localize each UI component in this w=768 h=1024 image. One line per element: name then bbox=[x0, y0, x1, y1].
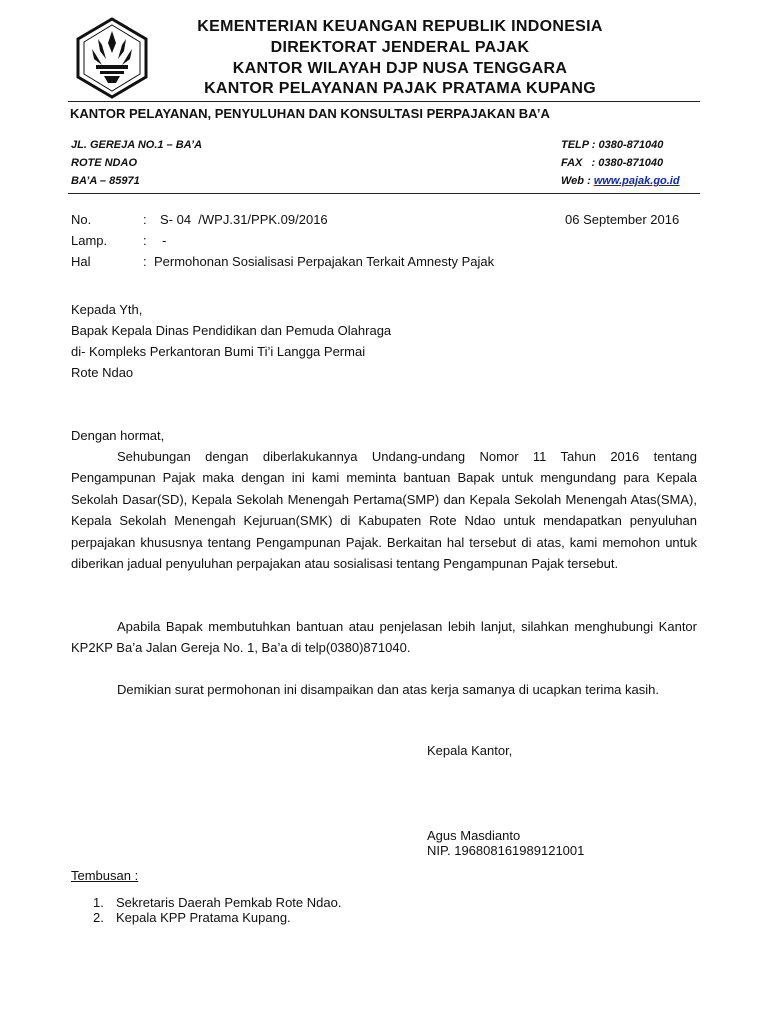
tembusan-number: 1. bbox=[93, 895, 104, 910]
body-paragraph-3: Demikian surat permohonan ini disampaikan dan atas kerja samanya di ucapkan terima kasih. bbox=[117, 682, 659, 697]
contact-web bbox=[561, 175, 680, 187]
recipient-line: Bapak Kepala Dinas Pendidikan dan Pemuda Olahraga bbox=[71, 323, 392, 338]
tembusan-item: Kepala KPP Pratama Kupang. bbox=[116, 910, 291, 925]
header-divider bbox=[68, 101, 700, 102]
hal-label: Hal bbox=[71, 254, 91, 269]
office-subtitle: KANTOR PELAYANAN, PENYULUHAN DAN KONSULTASI PERPAJAKAN BA’A bbox=[70, 106, 550, 121]
recipient-line: di- Kompleks Perkantoran Bumi Ti’i Langga Permai bbox=[71, 344, 366, 359]
letter-date: 06 September 2016 bbox=[565, 212, 680, 227]
contact-fax: FAX : 0380-871040 bbox=[561, 157, 664, 169]
tembusan-label: Tembusan : bbox=[71, 868, 139, 883]
contact-telp: TELP : 0380-871040 bbox=[561, 139, 664, 151]
lamp-colon: : bbox=[143, 233, 147, 248]
lamp-value: - bbox=[162, 233, 167, 248]
address-postal: BA’A – 85971 bbox=[71, 175, 140, 187]
header-line-2: DIREKTORAT JENDERAL PAJAK bbox=[270, 39, 530, 56]
greeting: Dengan hormat, bbox=[71, 428, 165, 443]
no-colon: : bbox=[143, 212, 147, 227]
website-link[interactable]: www.pajak.go.id bbox=[593, 175, 680, 187]
tembusan-number: 2. bbox=[93, 910, 104, 925]
address-divider bbox=[68, 193, 700, 194]
signatory-name: Agus Masdianto bbox=[427, 828, 521, 843]
tembusan-item: Sekretaris Daerah Pemkab Rote Ndao. bbox=[116, 895, 342, 910]
signature-title: Kepala Kantor, bbox=[427, 743, 513, 758]
contact-web-label: Web : bbox=[561, 175, 591, 187]
hal-colon: : bbox=[143, 254, 147, 269]
signatory-nip: NIP. 196808161989121001 bbox=[427, 843, 585, 858]
header-line-3: KANTOR WILAYAH DJP NUSA TENGGARA bbox=[232, 60, 568, 77]
subject: Permohonan Sosialisasi Perpajakan Terkait Amnesty Pajak bbox=[154, 254, 495, 269]
lamp-label: Lamp. bbox=[71, 233, 108, 248]
header-line-4: KANTOR PELAYANAN PAJAK PRATAMA KUPANG bbox=[204, 80, 596, 97]
recipient-line: Kepada Yth, bbox=[71, 302, 143, 317]
header-line-1: KEMENTERIAN KEUANGAN REPUBLIK INDONESIA bbox=[197, 18, 603, 35]
body-paragraph-1: Sehubungan dengan diberlakukannya Undang-undang Nomor 11 Tahun 2016 tentang Pengampunan Pajak maka dengan ini kami meminta bantuan Bapak untuk mengundang para Kepala Sekolah Dasar(SD), Kepala Sekolah Menengah Pertama(SMP) dan Kepala Sekolah Menengah Atas(SMA), Kepala Sekolah Menengah Kejuruan(SMK) di Kabupaten Rote Ndao untuk mendapatkan penyuluhan perpajakan khususnya tentang Pengampunan Pajak. Berkaitan hal tersebut di atas, kami memohon untuk diberikan jadual penyuluhan perpajakan atau sosialisasi tentang Pengampunan Pajak tersebut. bbox=[71, 449, 697, 572]
no-label: No. bbox=[71, 212, 92, 227]
address-street: JL. GEREJA NO.1 – BA’A bbox=[71, 139, 203, 151]
letter-number: S- 04 /WPJ.31/PPK.09/2016 bbox=[160, 212, 328, 227]
body-paragraph-2: Apabila Bapak membutuhkan bantuan atau penjelasan lebih lanjut, silahkan menghubungi Kantor KP2KP Ba’a Jalan Gereja No. 1, Ba’a di telp(0380)871040. bbox=[71, 619, 697, 656]
address-city: ROTE NDAO bbox=[71, 157, 137, 169]
recipient-line: Rote Ndao bbox=[71, 365, 134, 380]
